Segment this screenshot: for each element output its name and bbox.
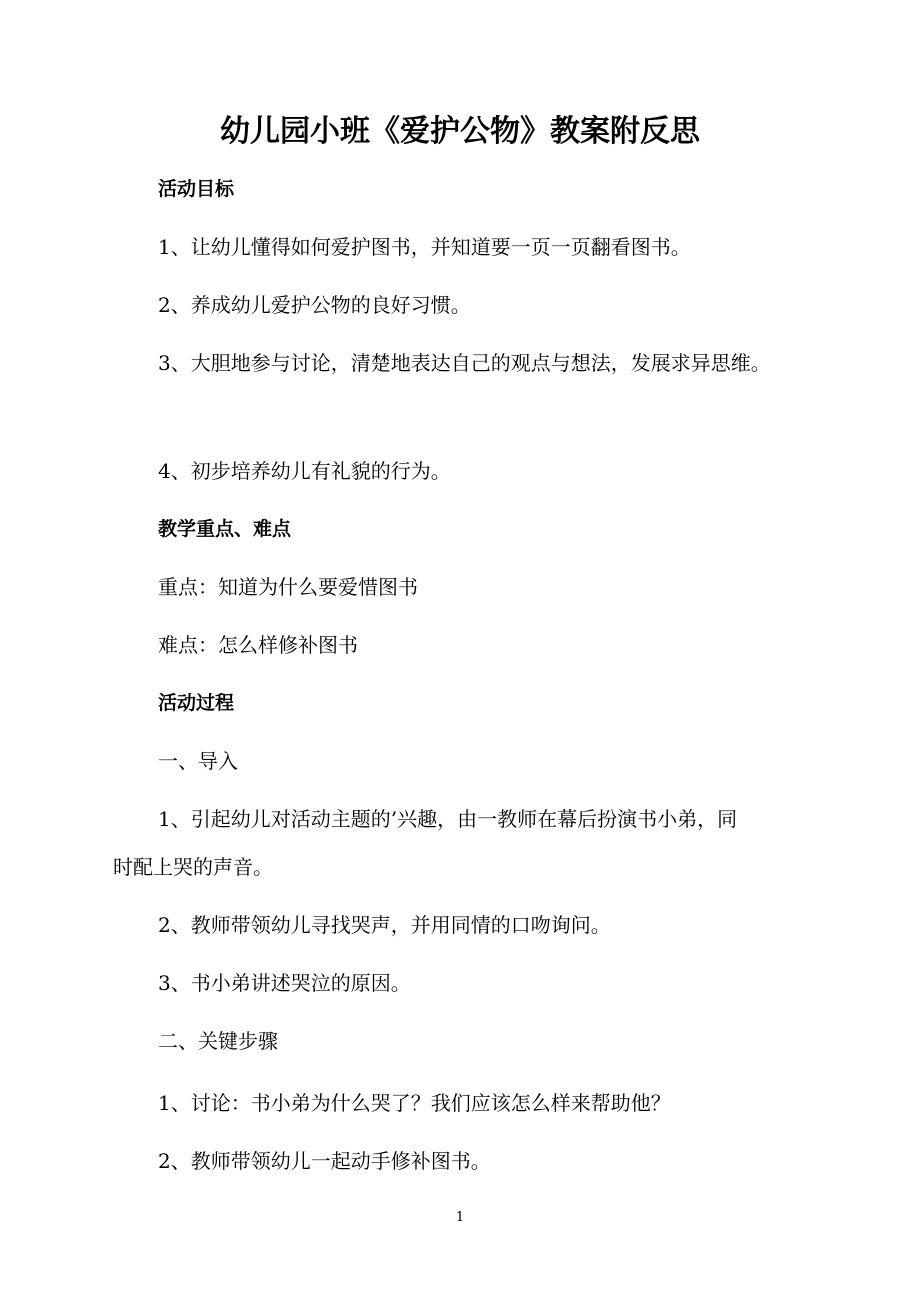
difficulty-text: 难点：怎么样修补图书	[158, 633, 358, 657]
step-2-heading: 二、关键步骤	[158, 1029, 278, 1053]
document-title: 幼儿园小班《爱护公物》教案附反思	[220, 114, 700, 149]
goal-item-2: 2、养成幼儿爱护公物的良好习惯。	[158, 293, 471, 317]
section-heading-process: 活动过程	[158, 692, 235, 714]
page-number: 1	[455, 1210, 465, 1225]
step-1-item-1	[113, 805, 803, 881]
section-heading-key-points: 教学重点、难点	[158, 518, 292, 540]
step-1-item-3: 3、书小弟讲述哭泣的原因。	[158, 971, 411, 995]
section-heading-goals: 活动目标	[158, 178, 235, 200]
step-2-item-1: 1、讨论：书小弟为什么哭了？我们应该怎么样来帮助他？	[158, 1091, 671, 1115]
step-1-item-1-line-2: 时配上哭的声音。	[113, 855, 273, 879]
key-point-text: 重点：知道为什么要爱惜图书	[158, 575, 418, 599]
step-1-item-2: 2、教师带领幼儿寻找哭声，并用同情的口吻询问。	[158, 913, 611, 937]
goal-item-3: 3、大胆地参与讨论，清楚地表达自己的观点与想法，发展求异思维。	[158, 351, 771, 375]
goal-item-1: 1、让幼儿懂得如何爱护图书，并知道要一页一页翻看图书。	[158, 235, 691, 259]
goal-item-4: 4、初步培养幼儿有礼貌的行为。	[158, 459, 451, 483]
step-2-item-2: 2、教师带领幼儿一起动手修补图书。	[158, 1149, 491, 1173]
step-1-heading: 一、导入	[158, 749, 238, 773]
step-1-item-1-line-1: 1、引起幼儿对活动主题的’兴趣，由一教师在幕后扮演书小弟，同	[158, 807, 738, 831]
